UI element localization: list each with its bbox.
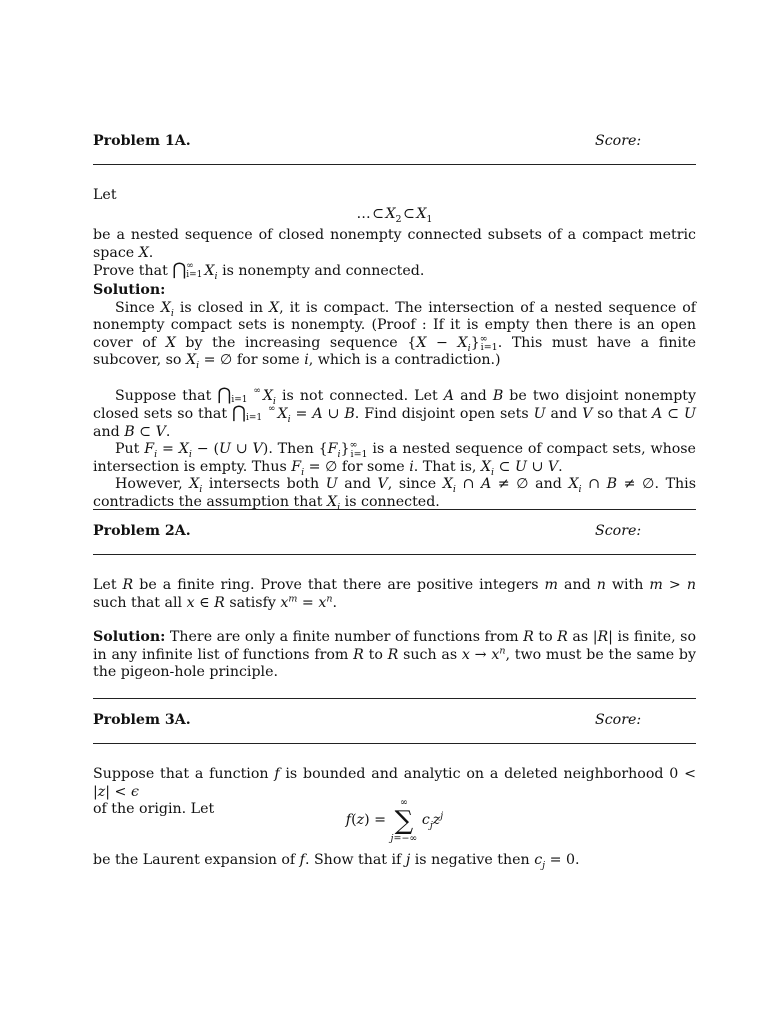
problem-2a-solution-heading: Solution: (93, 629, 166, 645)
problem-1a-statement (93, 187, 696, 281)
problem-1a-display-math: … ⊂ $X_2$ ⊂ $X_1$ (356, 205, 433, 225)
problem-3a-rule (93, 743, 696, 744)
problem-1a-header (93, 133, 696, 151)
problem-1a-solution-para-4: However, $X_i$ intersects both U and V, since $X_i$ ∩ A ≠ ∅ and $X_i$ ∩ B ≠ ∅. This contradicts the assumption that $X_i$ is connected. (93, 476, 696, 513)
problem-1a-solution-heading: Solution: (93, 282, 166, 298)
problem-1a-body-line1: be a nested sequence of closed nonempty connected subsets of a compact metric space X. (93, 227, 696, 261)
problem-1a-title: Problem 1A. (93, 133, 191, 149)
problem-1a-intro: Let (93, 187, 117, 203)
problem-1a-score-label: Score: (595, 133, 642, 149)
problem-3a-title: Problem 3A. (93, 712, 191, 728)
problem-1a-solution-para-2: Suppose that ⋂ ∞ i=1 $X_i$ is not connected. Let A and B be two disjoint nonempty closed sets so that ⋂ ∞ i=1 $X_i = A$ ∪ B. Find disjoint open sets U and V so that A ⊂ U and B ⊂ V. (93, 384, 697, 440)
problem-1a-solution-para-3: Put $F_i = X_i - (U$ ∪ V). Then $\{F_i\}^\infty_{i=1}$ is a nested sequence of compact sets, whose intersection is empty. Thus $F_i$ = ∅ for some i. That is, $X_i$ ⊂ U ∪ V. (93, 439, 696, 478)
problem-2a-title: Problem 2A. (93, 523, 191, 539)
problem-2a-score-label: Score: (595, 523, 642, 539)
problem-3a-statement-line2: of the origin. Let (93, 801, 215, 817)
problem-3a-score-label: Score: (595, 712, 642, 728)
problem-2a-top-rule (93, 509, 696, 510)
problem-2a-rule (93, 554, 696, 555)
problem-2a-solution: Solution: There are only a finite number of functions from R to R as |R| is finite, so in any infinite list of functions from R to R such as $x \to x^n$, two must be the same by the pigeon-hole principle. (93, 629, 696, 680)
problem-1a-solution-para-1: Since $X_i$ is closed in X, it is compact. The intersection of a nested sequence of nonempty compact sets is nonempty. (Proof : If it is empty then there is an open cover of X by the increasing sequence $\{X - X_i\}^\infty_{i=1}$. This must have a finite subcover, so $X_i$ = ∅ for some i, which is a contradiction.) (93, 299, 696, 371)
problem-1a-solution (93, 282, 696, 511)
problem-3a-top-rule (93, 698, 696, 699)
problem-3a-display-math: f(z) = ∞ ∑ j=−∞ $c_jz^j$ (345, 797, 444, 844)
problem-1a-rule (93, 164, 696, 165)
problem-1a-body-line2: Prove that ⋂∞ i=1 $X_i$ is nonempty and connected. (93, 260, 425, 282)
problem-2a-statement: Let R be a finite ring. Prove that there are positive integers m and n with m > n such that all x ∈ R satisfy $x^m = x^n$. (93, 577, 696, 611)
problem-3a-header (93, 712, 696, 730)
problem-2a-header (93, 523, 696, 541)
problem-3a-statement-line1: Suppose that a function f is bounded and analytic on a deleted neighborhood 0 < |z| < ϵ (93, 766, 696, 800)
problem-3a-closing: be the Laurent expansion of f. Show that if j is negative then $c_j = 0$. (93, 852, 580, 871)
